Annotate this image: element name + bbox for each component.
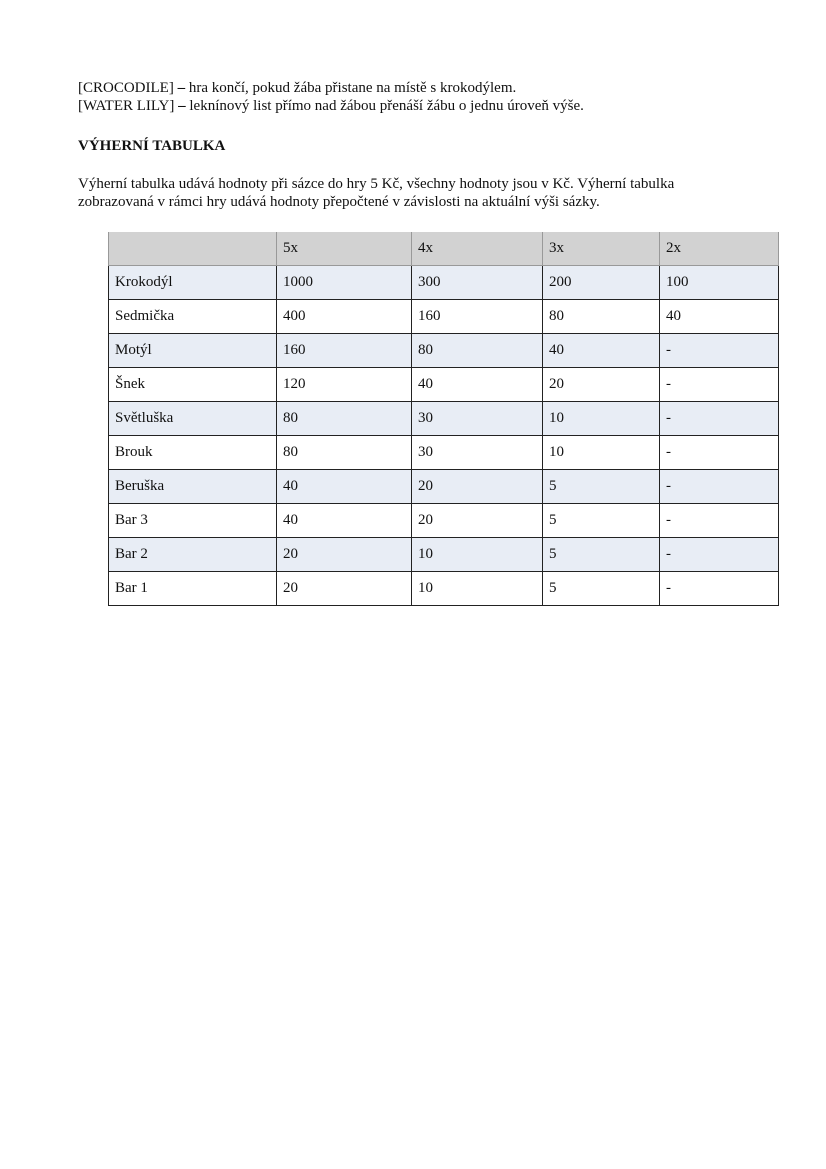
payout-cell: - (660, 402, 779, 436)
table-row (109, 368, 779, 402)
payout-cell: 40 (660, 300, 779, 334)
payout-cell: - (660, 436, 779, 470)
payout-cell: 20 (277, 538, 412, 572)
rule-text: leknínový list přímo nad žábou přenáší žábu o jednu úroveň výše. (189, 98, 584, 114)
payout-cell: 120 (277, 368, 412, 402)
payout-cell: - (660, 572, 779, 606)
payout-cell: 10 (412, 572, 543, 606)
payout-cell: 30 (412, 402, 543, 436)
payout-cell: 1000 (277, 266, 412, 300)
rule-text: hra končí, pokud žába přistane na místě s krokodýlem. (188, 80, 517, 96)
payout-cell: 20 (543, 368, 660, 402)
payout-cell: 40 (543, 334, 660, 368)
header-cell (109, 232, 277, 266)
symbol-cell: Sedmička (109, 300, 277, 334)
payout-cell: 80 (277, 436, 412, 470)
payout-cell: - (660, 334, 779, 368)
table-row (109, 436, 779, 470)
symbol-cell: Motýl (109, 334, 277, 368)
payout-cell: 100 (660, 266, 779, 300)
payout-cell: 10 (543, 436, 660, 470)
table-row (109, 470, 779, 504)
paragraph-line: zobrazovaná v rámci hry udává hodnoty přepočtené v závislosti na aktuální výši sázky. (78, 194, 600, 210)
payout-cell: 20 (277, 572, 412, 606)
table-row (109, 572, 779, 606)
rule-crocodile (78, 79, 516, 97)
payout-cell: 20 (412, 504, 543, 538)
payout-cell: 5 (543, 504, 660, 538)
table-row (109, 504, 779, 538)
payout-cell: - (660, 470, 779, 504)
payout-cell: 40 (277, 470, 412, 504)
payout-cell: 200 (543, 266, 660, 300)
payout-cell: 300 (412, 266, 543, 300)
payout-cell: 30 (412, 436, 543, 470)
symbol-cell: Brouk (109, 436, 277, 470)
payout-cell: 40 (412, 368, 543, 402)
payout-cell: 80 (277, 402, 412, 436)
symbol-cell: Beruška (109, 470, 277, 504)
payout-cell: 5 (543, 538, 660, 572)
payout-cell: 160 (277, 334, 412, 368)
table-row (109, 402, 779, 436)
payout-cell: 20 (412, 470, 543, 504)
payout-cell: 5 (543, 470, 660, 504)
header-cell: 4x (412, 232, 543, 266)
section-heading: VÝHERNÍ TABULKA (78, 138, 226, 154)
header-cell: 3x (543, 232, 660, 266)
header-cell: 2x (660, 232, 779, 266)
rule-tag: [CROCODILE] (78, 80, 174, 96)
header-row (109, 232, 779, 266)
payout-cell: - (660, 504, 779, 538)
header-cell: 5x (277, 232, 412, 266)
symbol-cell: Krokodýl (109, 266, 277, 300)
paragraph-line: Výherní tabulka udává hodnoty při sázce do hry 5 Kč, všechny hodnoty jsou v Kč. Výherní tabulka (78, 176, 675, 192)
symbol-cell: Šnek (109, 368, 277, 402)
dash: – (174, 98, 190, 114)
payout-cell: 10 (543, 402, 660, 436)
symbol-cell: Světluška (109, 402, 277, 436)
rule-tag: [WATER LILY] (78, 98, 175, 114)
payout-cell: 160 (412, 300, 543, 334)
table-row (109, 266, 779, 300)
symbol-cell: Bar 2 (109, 538, 277, 572)
payout-cell: 80 (412, 334, 543, 368)
table-row (109, 334, 779, 368)
symbol-cell: Bar 1 (109, 572, 277, 606)
symbol-cell: Bar 3 (109, 504, 277, 538)
payout-cell: - (660, 538, 779, 572)
table-row (109, 300, 779, 334)
payout-cell: 10 (412, 538, 543, 572)
payout-table (108, 232, 779, 606)
payout-cell: 80 (543, 300, 660, 334)
dash: – (173, 80, 189, 96)
payout-cell: - (660, 368, 779, 402)
payout-cell: 5 (543, 572, 660, 606)
payout-cell: 400 (277, 300, 412, 334)
rule-water-lily (78, 97, 584, 115)
payout-cell: 40 (277, 504, 412, 538)
table-row (109, 538, 779, 572)
